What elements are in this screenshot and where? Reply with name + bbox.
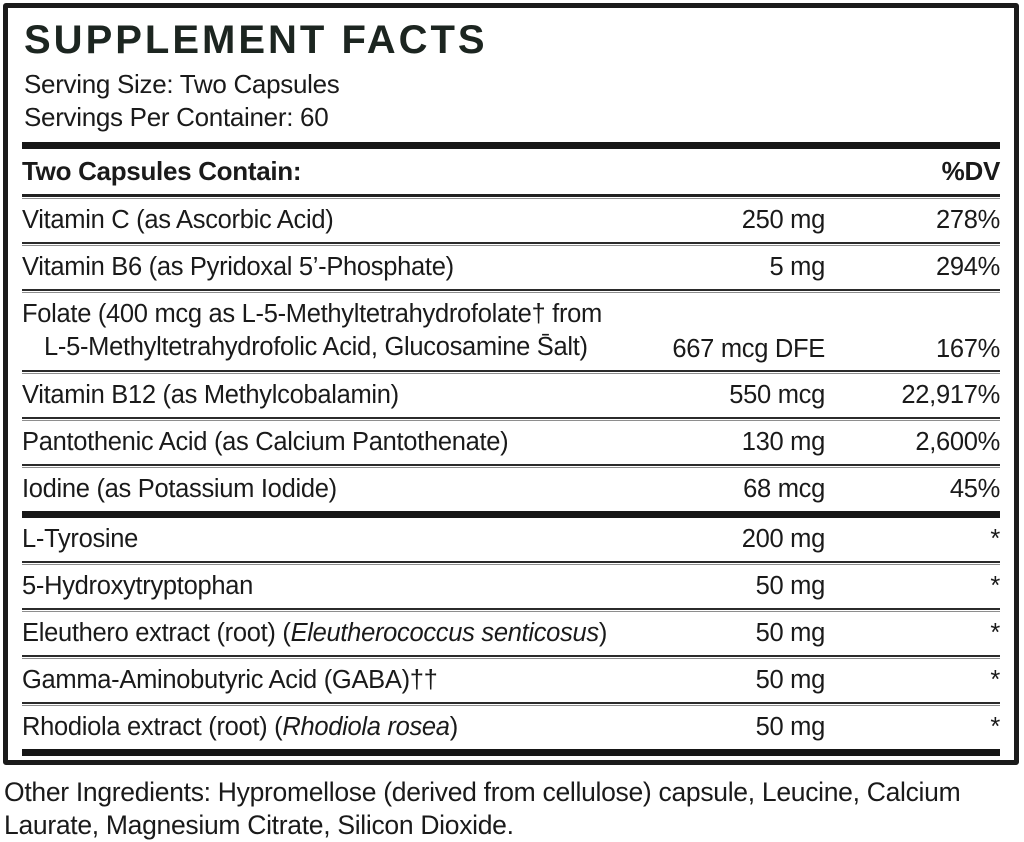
nutrient-name-species: Eleutherococcus senticosus [290,619,599,647]
nutrient-row-pantothenic-acid [22,421,1000,464]
nutrient-amount: 50 mg [755,572,825,600]
nutrient-row-vitamin-b12 [22,374,1000,417]
supplement-facts-panel [3,3,1019,765]
nutrient-amount: 667 mcg DFE [672,335,825,363]
nutrient-amount: 250 mg [741,206,825,234]
nutrient-row-folate [22,293,1000,370]
nutrient-amount: 200 mg [741,525,825,553]
nutrient-dv: * [990,572,1000,600]
nutrient-name [22,713,640,742]
nutrient-name-post: ) [449,713,458,741]
other-ingredients-text: Other Ingredients: Hypromellose (derived from cellulose) capsule, Leucine, Calcium Laurate, Magnesium Citrate, Silicon Dioxide. [4,777,961,840]
nutrient-name: Vitamin B6 (as Pyridoxal 5’-Phosphate) [22,253,454,281]
nutrient-amount: 550 mcg [729,381,825,409]
nutrient-name [22,619,640,648]
nutrient-name-pre: Eleuthero extract (root) ( [22,619,291,647]
servings-per-container-text: Servings Per Container: 60 [24,102,329,132]
section-bar-bottom [22,749,1000,756]
nutrient-row-iodine [22,468,1000,511]
nutrient-name [22,298,640,364]
nutrient-amount: 50 mg [755,619,825,647]
nutrient-amount: 50 mg [755,666,825,694]
nutrient-dv: 2,600% [915,428,1000,456]
nutrient-name: L-Tyrosine [22,525,139,553]
nutrient-row-gaba [22,659,1000,702]
nutrient-amount: 50 mg [755,713,825,741]
footnote-text [22,764,402,766]
panel-title: SUPPLEMENT FACTS [24,18,488,62]
nutrient-dv: 278% [935,206,1000,234]
table-header-row [22,149,1000,194]
nutrient-row-eleuthero-extract [22,612,1000,655]
nutrient-dv: 22,917% [901,381,1000,409]
nutrient-name: Pantothenic Acid (as Calcium Pantothenate) [22,428,509,456]
nutrient-name: Vitamin C (as Ascorbic Acid) [22,206,334,234]
nutrient-name: Vitamin B12 (as Methylcobalamin) [22,381,399,409]
nutrient-dv: 45% [949,475,1000,503]
nutrient-name: Gamma-Aminobutyric Acid (GABA)†† [22,666,438,694]
nutrient-name-pre: Rhodiola extract (root) ( [22,713,283,741]
table-header-label: Two Capsules Contain: [22,156,302,186]
nutrient-row-l-tyrosine [22,518,1000,561]
nutrient-amount: 68 mcg [743,475,825,503]
nutrient-name-line2: L-5-Methyltetrahydrofolic Acid, Glucosamine S̄alt) [44,333,588,361]
nutrient-name: Iodine (as Potassium Iodide) [22,475,337,503]
nutrient-name-line1: Folate (400 mcg as L-5-Methyltetrahydrofolate† from [22,300,602,328]
nutrient-row-5-hydroxytryptophan [22,565,1000,608]
nutrient-dv: * [990,713,1000,741]
nutrient-row-rhodiola-extract [22,706,1000,749]
nutrient-dv: * [990,525,1000,553]
table-header-dv-label: %DV [941,156,1000,186]
nutrient-amount: 130 mg [741,428,825,456]
nutrient-name-post: ) [598,619,608,647]
nutrient-dv: 167% [935,335,1000,363]
serving-size-text: Serving Size: Two Capsules [24,69,340,99]
nutrient-dv: 294% [935,253,1000,281]
nutrient-name-species: Rhodiola rosea [282,713,450,741]
nutrient-dv: * [990,619,1000,647]
nutrient-name: 5-Hydroxytryptophan [22,572,253,600]
nutrient-dv: * [990,666,1000,694]
section-bar-top [22,142,1000,149]
daily-value-footnote [22,756,1000,765]
nutrient-row-vitamin-c [22,199,1000,242]
section-bar-middle [22,511,1000,518]
nutrient-amount: 5 mg [769,253,825,281]
nutrient-row-vitamin-b6 [22,246,1000,289]
